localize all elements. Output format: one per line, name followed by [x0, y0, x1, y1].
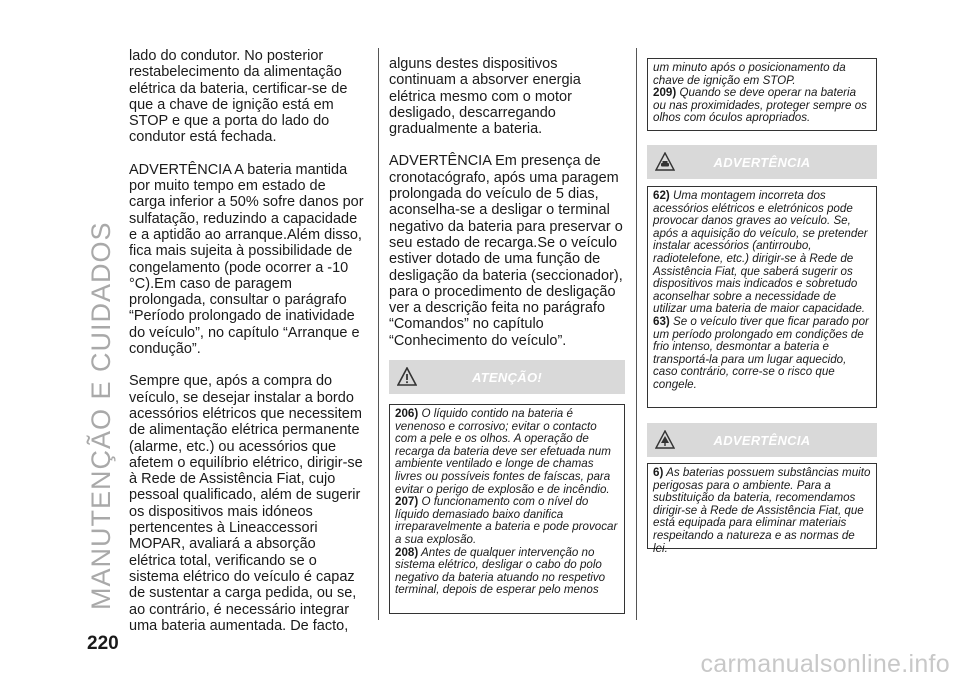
column-divider	[378, 48, 379, 620]
watermark: carmanualsonline.info	[700, 650, 950, 678]
note-item	[653, 87, 871, 125]
note-text: um minuto após o posicionamento da chave de ignição em STOP.	[653, 61, 846, 87]
attention-header	[389, 360, 625, 394]
warning-header	[647, 423, 877, 457]
note-text: O funcionamento com o nível do líquido demasiado baixo danifica irreparavelmente a bateria e pode provocar a sua explosão.	[395, 495, 618, 546]
note-text: Uma montagem incorreta dos acessórios elétricos e eletrónicos pode provocar danos graves ao veículo. Se, após a aquisição do veículo, se pretender instalar acessórios (antirroubo, radiotelefone, etc.) dirigir-se à Rede de Assistência Fiat, que saberá sugerir os dispositivos mais indicados e sobretudo aconselhar sobre a necessidade de utilizar uma bateria de maior capacidade.	[653, 189, 868, 316]
note-number: 206)	[395, 407, 419, 420]
note-number: 62)	[653, 189, 670, 202]
body-column-2	[389, 56, 625, 365]
note-text: Antes de qualquer intervenção no sistema elétrico, desligar o cabo do polo negativo da bateria atuando no respetivo terminal, depois de esperar pelo menos	[395, 545, 606, 597]
warning-box	[647, 186, 877, 408]
note-item	[653, 190, 871, 316]
note-item	[653, 467, 871, 555]
paragraph: ADVERTÊNCIA A bateria mantida por muito tempo em estado de carga inferior a 50% sofre danos por sulfatação, reduzindo a capacidade e a aptidão ao arranque.Além disso, fica mais sujeita à possibilidade de congelamento (pode ocorrer a -10 °C).Em caso de paragem prolongada, consultar o parágrafo “Período prolongado de inatividade do veículo”, no capítulo “Arranque e condução”.	[129, 161, 364, 358]
note-number: 209)	[653, 86, 677, 100]
continuation-box	[647, 58, 877, 131]
paragraph: ADVERTÊNCIA Em presença de cronotacógrafo, após uma paragem prolongada do veículo de 5 dias, aconselha-se a desligar o terminal negativo da bateria para preservar o seu estado de recarga.Se o veículo estiver dotado de uma função de desligação da bateria (seccionador), para o procedimento de desligação ver a descrição feita no parágrafo “Comandos” no capítulo “Conhecimento do veículo”.	[389, 153, 623, 349]
note-text: Se o veículo tiver que ficar parado por um período prolongado em condições de frio intenso, desmontar a bateria e transportá-la para um lugar aquecido, caso contrário, corre-se o risco que congele.	[653, 314, 869, 391]
warning-title: ADVERTÊNCIA	[713, 433, 811, 448]
body-column-1	[129, 48, 365, 650]
paragraph: alguns destes dispositivos continuam a absorver energia elétrica mesmo com o motor desligado, descarregando gradualmente a bateria.	[389, 56, 581, 138]
paragraph: lado do condutor. No posterior restabelecimento da alimentação elétrica da bateria, certificar-se de que a chave de ignição está em STOP e que a porta do lado do condutor está fechada.	[129, 48, 348, 146]
note-number: 63)	[653, 314, 670, 328]
note-number: 208)	[395, 545, 419, 559]
note-text: As baterias possuem substâncias muito perigosas para o ambiente. Para a substituição da bateria, recomendamos dirigir-se à Rede de Assistência Fiat, que está equipada para eliminar materiais respeitando a natureza e as normas de lei.	[653, 466, 871, 555]
chapter-title: MANUTENÇÃO E CUIDADOS	[86, 221, 116, 610]
page-number: 220	[87, 633, 119, 654]
warning-header	[647, 145, 877, 179]
note-item	[395, 496, 619, 546]
note-item	[653, 316, 871, 392]
attention-box	[389, 404, 625, 614]
warning-box	[647, 463, 877, 555]
attention-title: ATENÇÃO!	[471, 370, 543, 385]
note-item	[395, 547, 619, 597]
note-text: Quando se deve operar na bateria ou nas proximidades, proteger sempre os olhos com óculos apropriados.	[653, 86, 867, 125]
note-number: 207)	[395, 495, 419, 509]
warning-title: ADVERTÊNCIA	[713, 155, 811, 170]
note-number: 6)	[653, 466, 664, 479]
note-item	[395, 408, 619, 496]
note-text: O líquido contido na bateria é venenoso e corrosivo; evitar o contacto com a pele e os olhos. A operação de recarga da bateria deve ser efetuada num ambiente ventilado e longe de chamas livres ou possíveis fontes de faíscas, para evitar o perigo de explosão e de incêndio.	[395, 407, 611, 496]
paragraph: Sempre que, após a compra do veículo, se desejar instalar a bordo acessórios elétricos que necessitem de alimentação elétrica permanente (alarme, etc.) ou acessórios que afetem o equilíbrio elétrico, dirigir-se à Rede de Assistência Fiat, cujo pessoal qualificado, além de sugerir os dispositivos mais idóneos pertencentes à Lineaccessori MOPAR, avaliará a absorção elétrica total, verificando se o sistema elétrico do veículo é capaz de sustentar a carga pedida, ou se, ao contrário, é necessário integrar uma bateria aumentada. De facto,	[129, 373, 363, 634]
column-divider	[636, 48, 637, 620]
